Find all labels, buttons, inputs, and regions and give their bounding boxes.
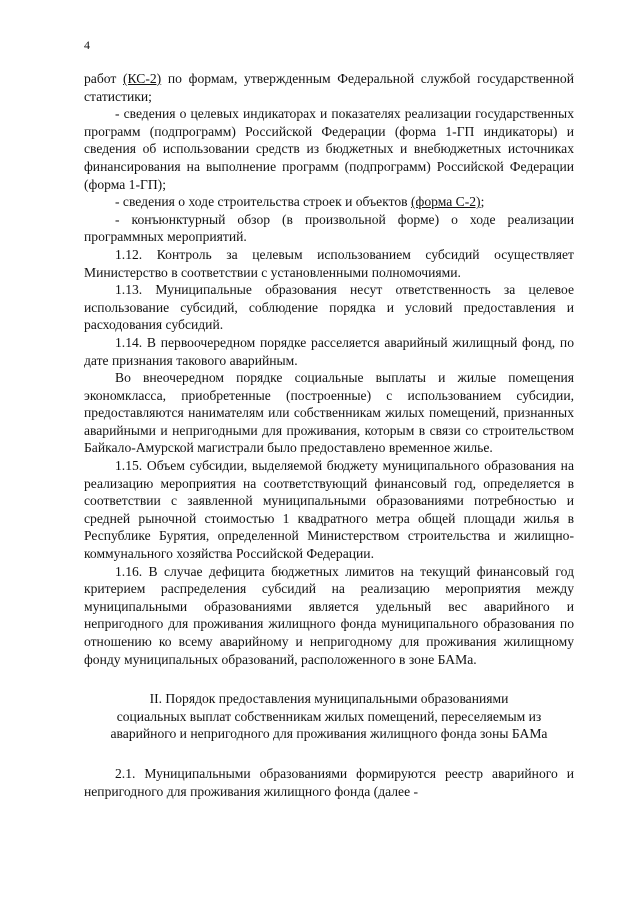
form-c2-link[interactable]: (форма С-2) (411, 194, 481, 210)
paragraph-priority-payments: Во внеочередном порядке социальные выплаты и жилые помещения экономкласса, приобретенные (построенные) с использованием субсидии, предоставляются нанимателям или собственникам жилых помещений, признанных аварийными и непригодными для проживания, которым в связи со строительством Байкало-Амурской магистрали было предоставлено временное жилье. (84, 370, 574, 456)
paragraph-text: работ (84, 71, 123, 86)
paragraph-1-13: 1.13. Муниципальные образования несут ответственность за целевое использование субсидий, соблюдение порядка и условий предоставления и расходования субсидий. (84, 282, 574, 333)
section-heading-line: II. Порядок предоставления муниципальными образованиями (149, 691, 509, 707)
paragraph-2-1: 2.1. Муниципальными образованиями формируются реестр аварийного и непригодного для проживания жилищного фонда (далее - (84, 765, 574, 799)
paragraph-market-review: - конъюнктурный обзор (в произвольной форме) о ходе реализации программных мероприятий. (84, 211, 574, 245)
ks2-form-link[interactable]: (КС-2) (123, 71, 162, 86)
paragraph-reports-ks2 (84, 70, 574, 105)
paragraph-construction-progress (84, 193, 574, 211)
paragraph-text: ; (480, 194, 485, 210)
paragraph-text: по формам, утвержденным Федеральной службой государственной статистики; (84, 71, 574, 104)
document-body (84, 70, 574, 800)
section-spacer (84, 743, 574, 765)
page-number: 4 (84, 38, 90, 52)
paragraph-1-12: 1.12. Контроль за целевым использованием субсидий осуществляет Министерство в соответствии с установленными полномочиями. (84, 246, 574, 280)
paragraph-text: - сведения о ходе строительства строек и объектов (115, 194, 411, 210)
section-2-heading (84, 690, 574, 743)
paragraph-1-14: 1.14. В первоочередном порядке расселяется аварийный жилищный фонд, по дате признания такового аварийным. (84, 334, 574, 368)
section-heading-line: аварийного и непригодного для проживания жилищного фонда зоны БАМа (110, 726, 548, 742)
paragraph-indicators: - сведения о целевых индикаторах и показателях реализации государственных программ (подпрограмм) Российской Федерации (форма 1-ГП индикаторы) и сведения об использовании средств из бюджетных и внебюджетных источниках финансирования на выполнение программ (подпрограмм) Российской Федерации (форма 1-ГП); (84, 106, 574, 192)
section-heading-line: социальных выплат собственникам жилых помещений, переселяемым из (116, 708, 542, 724)
paragraph-1-16: 1.16. В случае дефицита бюджетных лимитов на текущий финансовый год критерием распределения субсидий на реализацию мероприятия между муниципальными образованиями является удельный вес аварийного и непригодного для проживания жилищного фонда муниципального образования по отношению ко всему аварийному и непригодному для проживания жилищному фонду муниципальных образований, расположенного в зоне БАМа. (84, 563, 574, 667)
paragraph-1-15: 1.15. Объем субсидии, выделяемой бюджету муниципального образования на реализацию мероприятия на соответствующий финансовый год, определяется в соответствии с заявленной муниципальными образованиями потребностью и средней рыночной стоимостью 1 квадратного метра общей площади жилья в Республике Бурятия, определенной Министерством строительства и жилищно-коммунального хозяйства Российской Федерации. (84, 458, 574, 562)
